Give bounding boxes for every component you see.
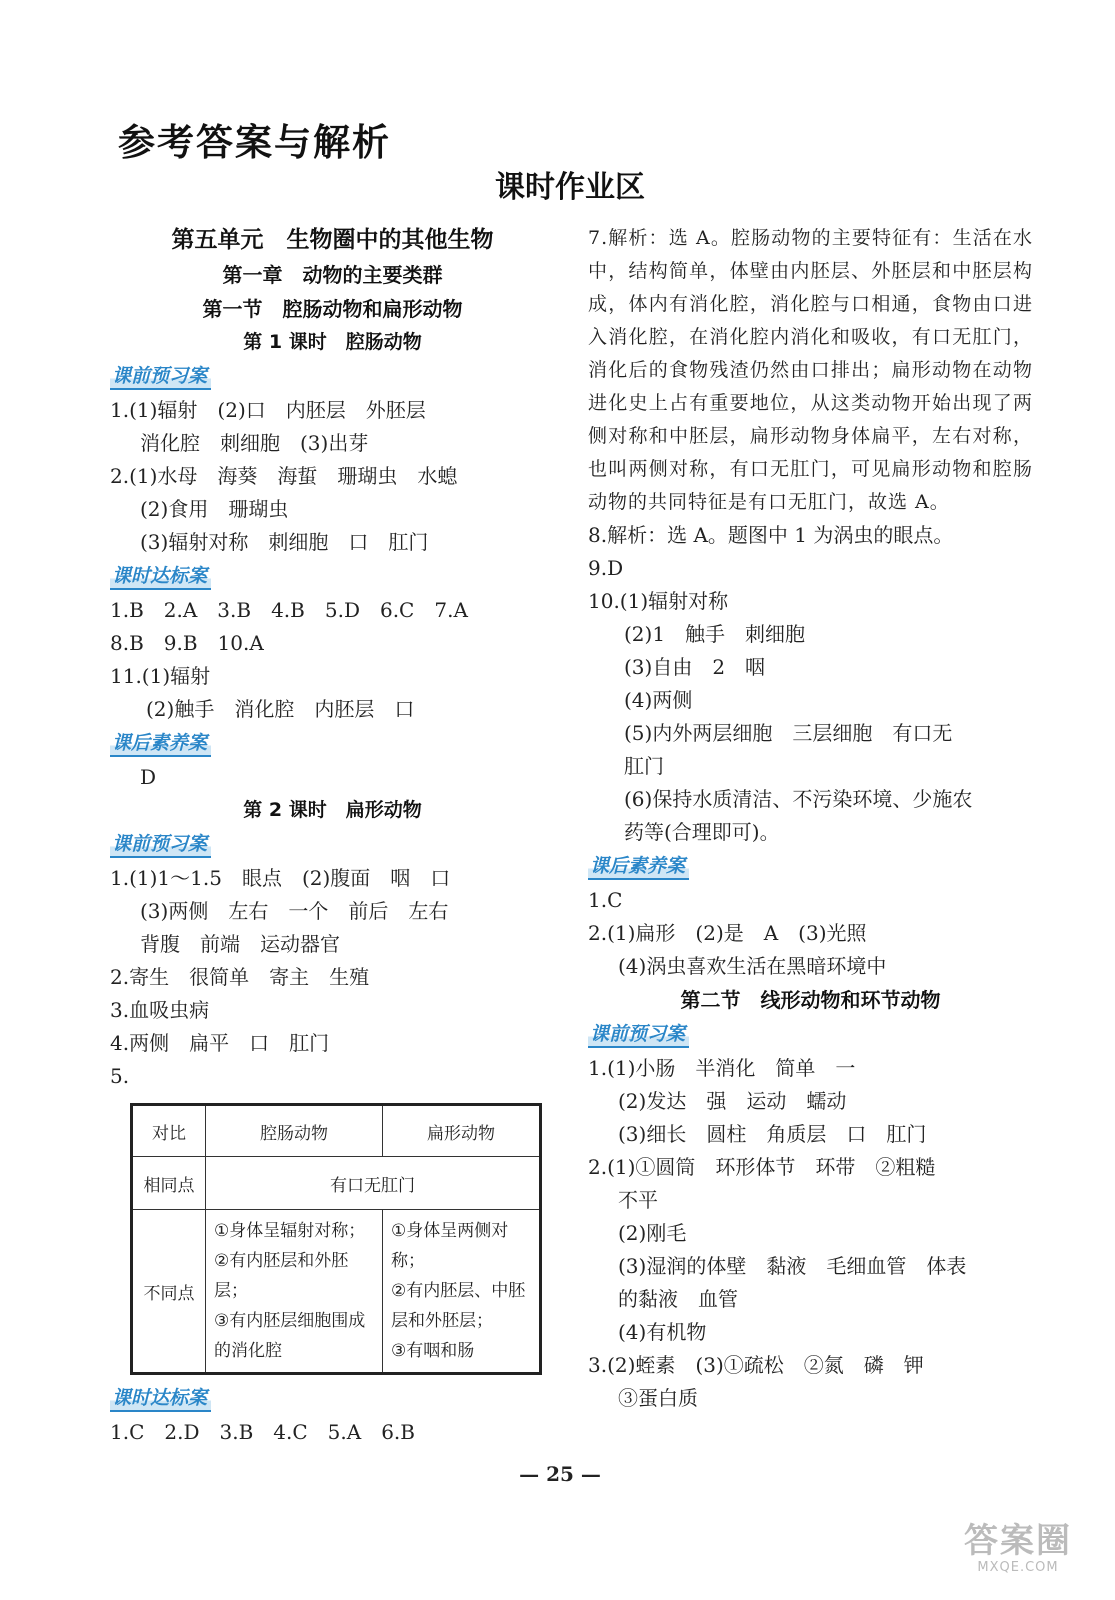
comparison-table (130, 1103, 542, 1375)
pre-study-label: 课前预习案 (110, 832, 211, 858)
answer-line: (6)保持水质清洁、不污染环境、少施农 (624, 787, 973, 811)
table-header: 对比 (132, 1105, 206, 1157)
answer-line: D (140, 765, 157, 789)
table-cell: 不同点 (132, 1210, 206, 1374)
table-header: 腔肠动物 (206, 1105, 383, 1157)
table-cell: 相同点 (132, 1157, 206, 1210)
answer-line: (3)自由 2 咽 (624, 655, 766, 679)
answer-line: (3)细长 圆柱 角质层 口 肛门 (618, 1122, 927, 1146)
answer-line: 1.C 2.D 3.B 4.C 5.A 6.B (110, 1420, 415, 1444)
page-number: — 25 — (519, 1462, 601, 1486)
answer-line: 不平 (618, 1188, 658, 1212)
answer-line: 2.寄生 很简单 寄主 生殖 (110, 965, 370, 989)
answer-line: 1.C (588, 888, 623, 912)
answer-line: 5. (110, 1064, 130, 1088)
answer-line: 2.(1)扁形 (2)是 A (3)光照 (588, 921, 867, 945)
answer-line: (3)辐射对称 刺细胞 口 肛门 (140, 530, 429, 554)
lesson1-heading: 第 1 课时 腔肠动物 (243, 331, 422, 353)
explanation-q7: 7.解析：选 A。腔肠动物的主要特征有：生活在水中，结构简单，体壁由内胚层、外胚层和中胚层构成，体内有消化腔，消化腔与口相通，食物由口进入消化腔，在消化腔内消化和吸收，有口无肛门，消化后的食物残渣仍然由口排出；扁形动物在动物进化史上占有重要地位，从这类动物开始出现了两侧对称和中胚层，扁形动物身体扁平，左右对称，也叫两侧对称，有口无肛门，可见扁形动物和腔肠动物的共同特征是有口无肛门，故选 A。 (588, 227, 1033, 513)
answer-line: 2.(1)①圆筒 环形体节 环带 ②粗糙 (588, 1155, 936, 1179)
table-row (132, 1210, 541, 1374)
answer-line: 9.D (588, 556, 624, 580)
table-header-row (132, 1105, 541, 1157)
lesson2-heading: 第 2 课时 扁形动物 (243, 799, 422, 821)
watermark-text: 答案圈 (964, 1521, 1072, 1561)
right-column (588, 222, 1033, 1415)
answer-line: (4)有机物 (618, 1320, 707, 1344)
standard-label: 课时达标案 (110, 1386, 211, 1412)
table-cell: ①身体呈两侧对称； ②有内胚层、中胚层和外胚层； ③有咽和肠 (383, 1210, 541, 1374)
section1-heading: 第一节 腔肠动物和扁形动物 (202, 297, 463, 321)
table-row (132, 1157, 541, 1210)
page-title: 参考答案与解析 (118, 121, 391, 164)
unit-heading: 第五单元 生物圈中的其他生物 (171, 227, 494, 253)
answer-line: 1.B 2.A 3.B 4.B 5.D 6.C 7.A (110, 598, 468, 622)
answer-line: 4.两侧 扁平 口 肛门 (110, 1031, 330, 1055)
answer-line: 2.(1)水母 海葵 海蜇 珊瑚虫 水螅 (110, 464, 458, 488)
pre-study-label: 课前预习案 (110, 364, 211, 390)
answer-line: 3.血吸虫病 (110, 998, 210, 1022)
table-cell: 有口无肛门 (206, 1157, 541, 1210)
answer-line: (4)涡虫喜欢生活在黑暗环境中 (618, 954, 887, 978)
answer-line: 消化腔 刺细胞 (3)出芽 (140, 431, 369, 455)
answer-line: (3)两侧 左右 一个 前后 左右 (140, 899, 449, 923)
post-class-label: 课后素养案 (588, 854, 689, 880)
answer-line: 肛门 (624, 754, 664, 778)
answer-line: 1.(1)辐射 (2)口 内胚层 外胚层 (110, 398, 426, 422)
answer-line: (2)食用 珊瑚虫 (140, 497, 289, 521)
answer-line: (5)内外两层细胞 三层细胞 有口无 (624, 721, 953, 745)
post-class-label: 课后素养案 (110, 731, 211, 757)
answer-line: ③蛋白质 (618, 1386, 698, 1410)
answer-line: 1.(1)小肠 半消化 简单 一 (588, 1056, 856, 1080)
watermark-url: MXQE.COM (977, 1560, 1059, 1575)
section-title: 课时作业区 (495, 170, 645, 205)
standard-label: 课时达标案 (110, 564, 211, 590)
answer-line: 的黏液 血管 (618, 1287, 738, 1311)
table-cell: ①身体呈辐射对称； ②有内胚层和外胚层； ③有内胚层细胞围成的消化腔 (206, 1210, 383, 1374)
answer-line: (2)发达 强 运动 蠕动 (618, 1089, 847, 1113)
answer-line: 3.(2)蛭素 (3)①疏松 ②氮 磷 钾 (588, 1353, 924, 1377)
answer-line: 8.解析：选 A。题图中 1 为涡虫的眼点。 (588, 523, 954, 547)
answer-line: (2)刚毛 (618, 1221, 687, 1245)
answer-line: (2)触手 消化腔 内胚层 口 (146, 697, 415, 721)
answer-line: 11.(1)辐射 (110, 664, 211, 688)
answer-line: 8.B 9.B 10.A (110, 631, 264, 655)
answer-line: (4)两侧 (624, 688, 693, 712)
answer-line: 10.(1)辐射对称 (588, 589, 729, 613)
pre-study-label: 课前预习案 (588, 1022, 689, 1048)
watermark-logo (953, 1522, 1083, 1578)
answer-line: (3)湿润的体壁 黏液 毛细血管 体表 (618, 1254, 967, 1278)
chapter-heading: 第一章 动物的主要类群 (222, 263, 443, 287)
answer-line: 1.(1)1～1.5 眼点 (2)腹面 咽 口 (110, 866, 451, 890)
table-header: 扁形动物 (383, 1105, 541, 1157)
answer-line: 背腹 前端 运动器官 (140, 932, 340, 956)
answer-line: (2)1 触手 刺细胞 (624, 622, 806, 646)
section2-heading: 第二节 线形动物和环节动物 (680, 988, 941, 1012)
left-column (110, 222, 555, 1449)
answer-line: 药等(合理即可)。 (624, 820, 780, 844)
